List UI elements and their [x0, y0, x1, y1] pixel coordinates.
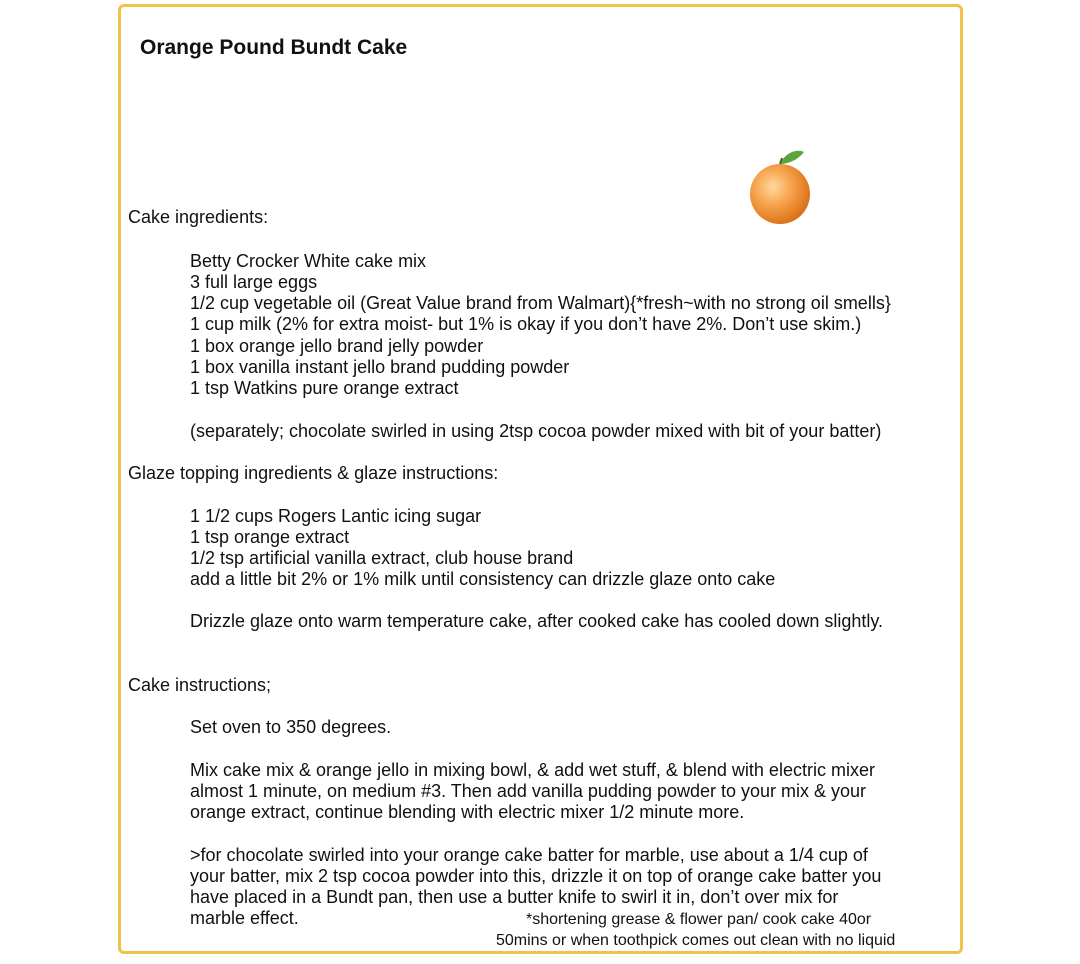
instruction-step-1: Set oven to 350 degrees. — [190, 717, 392, 737]
section-heading-instructions: Cake instructions; — [128, 675, 272, 695]
ingredient-line: 1 tsp Watkins pure orange extract — [190, 378, 459, 398]
footnote-line: *shortening grease & flower pan/ cook cake 40or — [526, 911, 872, 928]
instruction-step-2-line: Mix cake mix & orange jello in mixing bowl, & add wet stuff, & blend with electric mixer — [190, 760, 875, 780]
ingredient-line: 3 full large eggs — [190, 272, 318, 292]
ingredient-line: Betty Crocker White cake mix — [190, 251, 427, 271]
instruction-step-2-line: orange extract, continue blending with electric mixer 1/2 minute more. — [190, 802, 745, 822]
section-heading-cake-ingredients: Cake ingredients: — [128, 207, 269, 227]
footnote-line: 50mins or when toothpick comes out clean with no liquid — [496, 932, 896, 949]
glaze-line: 1 1/2 cups Rogers Lantic icing sugar — [190, 506, 482, 526]
glaze-line: 1/2 tsp artificial vanilla extract, club house brand — [190, 548, 574, 568]
glaze-note: Drizzle glaze onto warm temperature cake, after cooked cake has cooled down slightly. — [190, 611, 884, 631]
glaze-line: 1 tsp orange extract — [190, 527, 350, 547]
page-title: Orange Pound Bundt Cake — [140, 36, 408, 59]
ingredient-line: 1 box vanilla instant jello brand pudding powder — [190, 357, 570, 377]
section-heading-glaze: Glaze topping ingredients & glaze instructions: — [128, 463, 499, 483]
ingredient-line: 1 cup milk (2% for extra moist- but 1% is okay if you don’t have 2%. Don’t use skim.) — [190, 314, 862, 334]
ingredient-line: 1 box orange jello brand jelly powder — [190, 336, 484, 356]
instruction-step-3-line: marble effect. — [190, 908, 299, 928]
glaze-line: add a little bit 2% or 1% milk until consistency can drizzle glaze onto cake — [190, 569, 776, 589]
instruction-step-3-line: have placed in a Bundt pan, then use a butter knife to swirl it in, don’t over mix for — [190, 887, 839, 907]
instruction-step-3-line: your batter, mix 2 tsp cocoa powder into this, drizzle it on top of orange cake batter you — [190, 866, 882, 886]
instruction-step-2-line: almost 1 minute, on medium #3. Then add vanilla pudding powder to your mix & your — [190, 781, 867, 801]
ingredient-line: 1/2 cup vegetable oil (Great Value brand from Walmart){*fresh~with no strong oil smells} — [190, 293, 891, 313]
instruction-step-3-line: >for chocolate swirled into your orange cake batter for marble, use about a 1/4 cup of — [190, 845, 868, 865]
orange-icon — [746, 146, 816, 226]
ingredient-note: (separately; chocolate swirled in using 2tsp cocoa powder mixed with bit of your batter) — [190, 421, 882, 441]
